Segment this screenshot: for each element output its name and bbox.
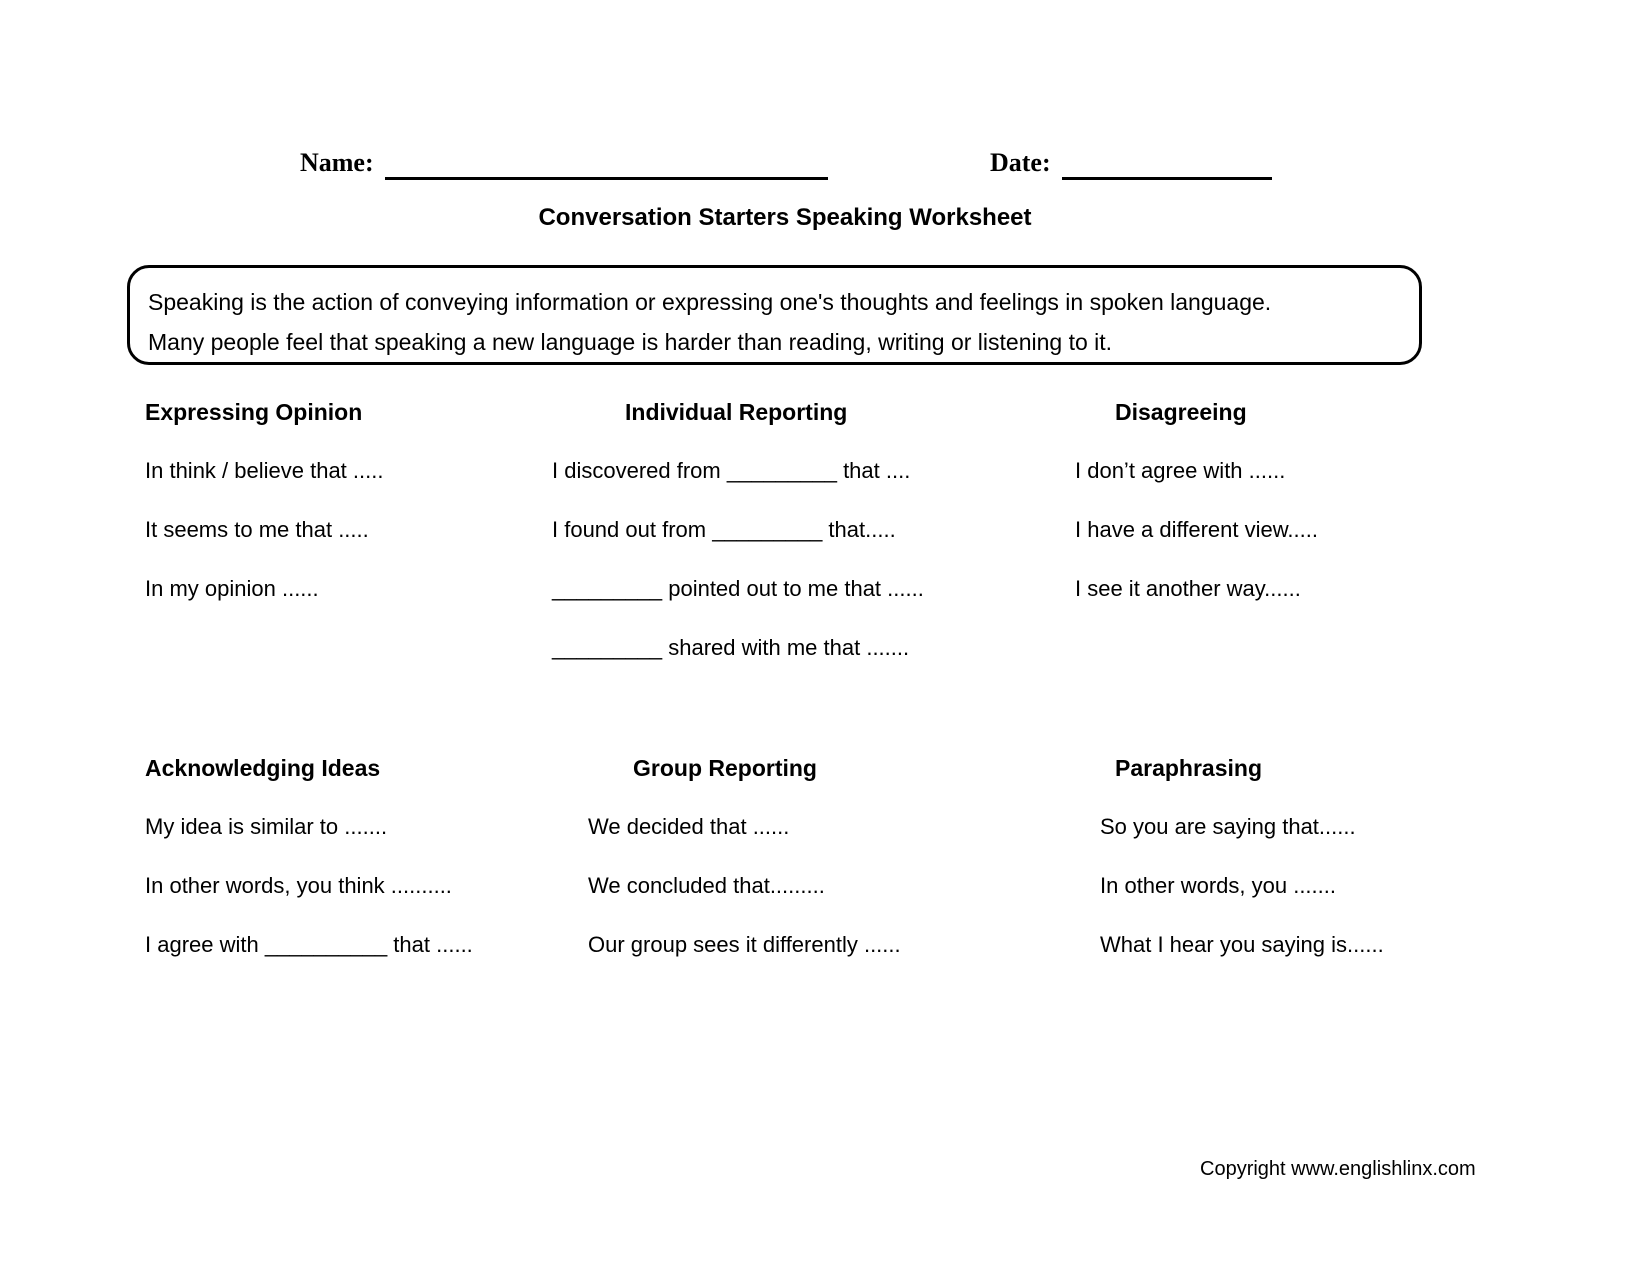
phrase-item: In think / believe that .....: [145, 458, 384, 483]
intro-line: Many people feel that speaking a new language is harder than reading, writing or listening to it.: [148, 329, 1113, 355]
phrase-item: My idea is similar to .......: [145, 814, 388, 839]
name-blank-line: [385, 177, 828, 180]
phrase-item: It seems to me that .....: [145, 517, 369, 542]
phrase-item: We concluded that.........: [588, 873, 825, 898]
section-individual-reporting: [552, 400, 1002, 660]
section-title: Expressing Opinion: [145, 399, 363, 425]
section-title: Acknowledging Ideas: [145, 755, 381, 781]
section-expressing-opinion: [145, 400, 565, 601]
page-title: Conversation Starters Speaking Worksheet: [538, 204, 1032, 231]
phrase-item: I agree with __________ that ......: [145, 932, 473, 957]
phrase-item: _________ pointed out to me that ......: [552, 576, 924, 601]
date-label: Date:: [990, 148, 1051, 177]
phrase-item: Our group sees it differently ......: [588, 932, 901, 957]
section-title: Individual Reporting: [625, 399, 848, 425]
section-acknowledging-ideas: [145, 756, 585, 957]
section-title: Disagreeing: [1115, 399, 1247, 425]
copyright-text: Copyright www.englishlinx.com: [1200, 1158, 1476, 1180]
phrase-item: I found out from _________ that.....: [552, 517, 896, 542]
section-paraphrasing: [1100, 756, 1540, 957]
phrase-item: I don’t agree with ......: [1075, 458, 1286, 483]
intro-box: [127, 265, 1422, 365]
name-label: Name:: [300, 148, 374, 177]
phrase-item: What I hear you saying is......: [1100, 932, 1384, 957]
section-group-reporting: [588, 756, 1038, 957]
phrase-item: I discovered from _________ that ....: [552, 458, 911, 483]
phrase-item: In other words, you .......: [1100, 873, 1336, 898]
phrase-item: In other words, you think ..........: [145, 873, 452, 898]
date-blank-line: [1062, 177, 1272, 180]
phrase-item: _________ shared with me that .......: [552, 635, 910, 660]
phrase-item: In my opinion ......: [145, 576, 319, 601]
intro-line: Speaking is the action of conveying information or expressing one's thoughts and feelings in spoken language.: [148, 289, 1272, 315]
section-disagreeing: [1075, 400, 1495, 601]
phrase-item: I see it another way......: [1075, 576, 1301, 601]
section-title: Paraphrasing: [1115, 755, 1262, 781]
phrase-item: So you are saying that......: [1100, 814, 1356, 839]
phrase-item: We decided that ......: [588, 814, 790, 839]
phrase-item: I have a different view.....: [1075, 517, 1318, 542]
section-title: Group Reporting: [633, 755, 817, 781]
